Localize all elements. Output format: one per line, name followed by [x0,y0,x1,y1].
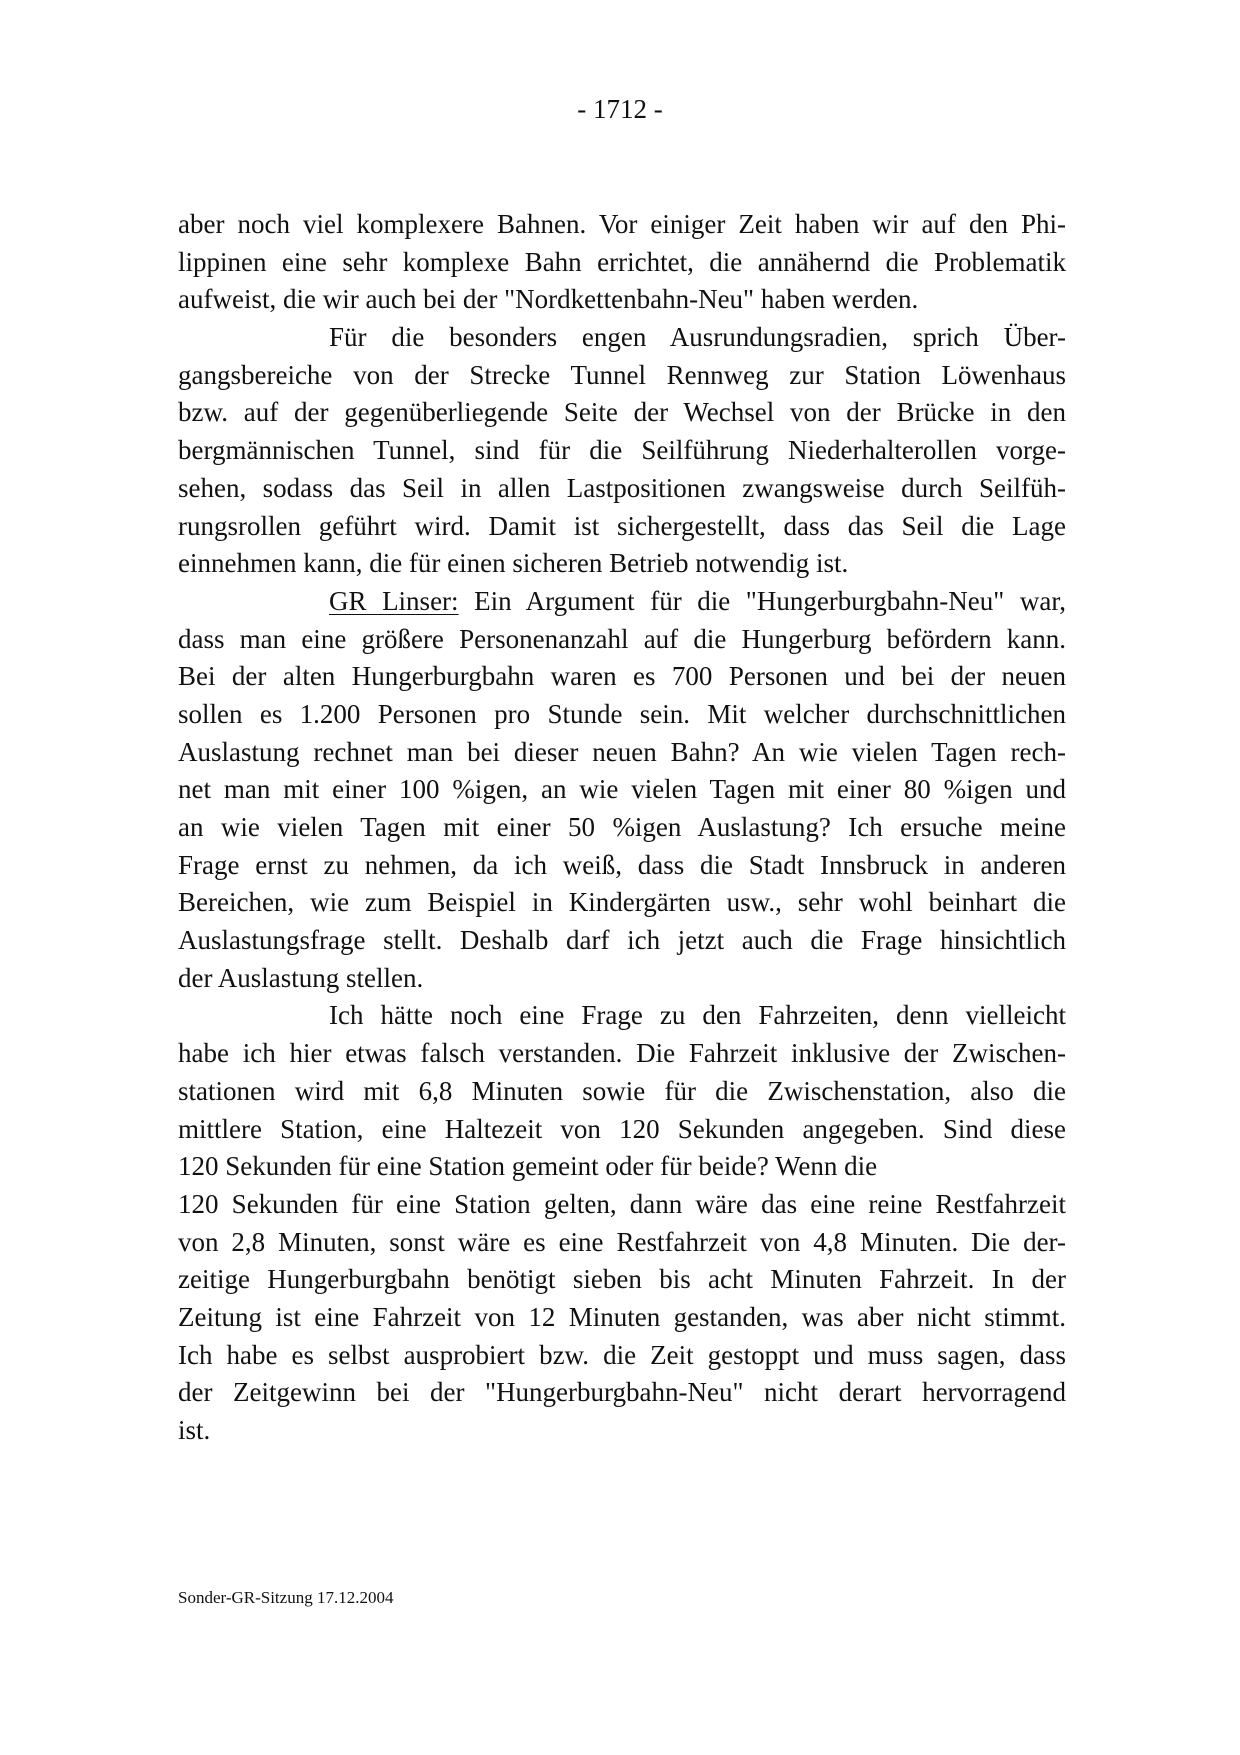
text-line: Frage ernst zu nehmen, da ich weiß, dass die Stadt Innsbruck in anderen [178,849,1066,880]
text-line: Zeitung ist eine Fahrzeit von 12 Minuten gestanden, was aber nicht stimmt. [178,1301,1066,1332]
footer-session-info: Sonder-GR-Sitzung 17.12.2004 [178,1588,394,1607]
speaker-statement-start: Ein Argument für die "Hungerburgbahn-Neu" war, [458,585,1066,616]
text-line: mittlere Station, eine Haltezeit von 120 Sekunden angegeben. Sind diese [178,1113,1066,1144]
text-line: Bei der alten Hungerburgbahn waren es 700 Personen und bei der neuen [178,661,1066,692]
text-line: Auslastung rechnet man bei dieser neuen Bahn? An wie vielen Tagen rech- [178,736,1066,767]
text-line: lippinen eine sehr komplexe Bahn errichtet, die annähernd die Problematik [178,246,1066,277]
text-line: ist. [178,1415,211,1445]
text-line: habe ich hier etwas falsch verstanden. Die Fahrzeit inklusive der Zwischen- [178,1038,1066,1069]
text-line: 120 Sekunden für eine Station gelten, dann wäre das eine reine Restfahrzeit [178,1188,1066,1219]
text-line: 120 Sekunden für eine Station gemeint oder für beide? Wenn die [178,1151,878,1182]
text-line: Ich habe es selbst ausprobiert bzw. die Zeit gestoppt und muss sagen, dass [178,1339,1066,1370]
text-line: aber noch viel komplexere Bahnen. Vor einiger Zeit haben wir auf den Phi- [178,209,1066,239]
paragraph-3 [178,583,1066,998]
text-line: sehen, sodass das Seil in allen Lastpositionen zwangsweise durch Seilfüh- [178,472,1066,503]
text-line: stationen wird mit 6,8 Minuten sowie für die Zwischenstation, also die [178,1075,1066,1106]
text-line: an wie vielen Tagen mit einer 50 %igen Auslastung? Ich ersuche meine [178,812,1066,842]
document-body [178,206,1066,1450]
text-line: Auslastungsfrage stellt. Deshalb darf ich jetzt auch die Frage hinsichtlich [178,925,1066,956]
text-line: rungsrollen geführt wird. Damit ist sichergestellt, dass das Seil die Lage [178,510,1066,541]
text-line: sollen es 1.200 Personen pro Stunde sein. Mit welcher durchschnittlichen [178,698,1066,729]
text-line [178,583,1066,621]
text-line: der Auslastung stellen. [178,962,424,993]
speaker-name: GR Linser: [329,585,459,616]
text-line: gangsbereiche von der Strecke Tunnel Rennweg zur Station Löwenhaus [178,359,1066,390]
text-line: von 2,8 Minuten, sonst wäre es eine Restfahrzeit von 4,8 Minuten. Die der- [178,1226,1066,1257]
paragraph-4 [178,997,1066,1449]
paragraph-2 [178,319,1066,583]
paragraph-1 [178,206,1066,319]
text-line: der Zeitgewinn bei der "Hungerburgbahn-Neu" nicht derart hervorragend [178,1377,1066,1408]
text-line: net man mit einer 100 %igen, an wie vielen Tagen mit einer 80 %igen und [178,774,1066,805]
text-line: Für die besonders engen Ausrundungsradien, sprich Über- [329,322,1066,353]
text-line: bergmännischen Tunnel, sind für die Seilführung Niederhalterollen vorge- [178,435,1066,466]
text-line: Ich hätte noch eine Frage zu den Fahrzeiten, denn vielleicht [329,1000,1066,1031]
text-line: zeitige Hungerburgbahn benötigt sieben bis acht Minuten Fahrzeit. In der [178,1264,1066,1295]
text-line: bzw. auf der gegenüberliegende Seite der Wechsel von der Brücke in den [178,397,1066,428]
text-line: dass man eine größere Personenanzahl auf die Hungerburg befördern kann. [178,623,1066,654]
text-line: einnehmen kann, die für einen sicheren Betrieb notwendig ist. [178,548,849,579]
page-number: - 1712 - [577,94,663,124]
text-line: Bereichen, wie zum Beispiel in Kindergärten usw., sehr wohl beinhart die [178,887,1066,918]
text-line: aufweist, die wir auch bei der "Nordkettenbahn-Neu" haben werden. [178,284,919,315]
